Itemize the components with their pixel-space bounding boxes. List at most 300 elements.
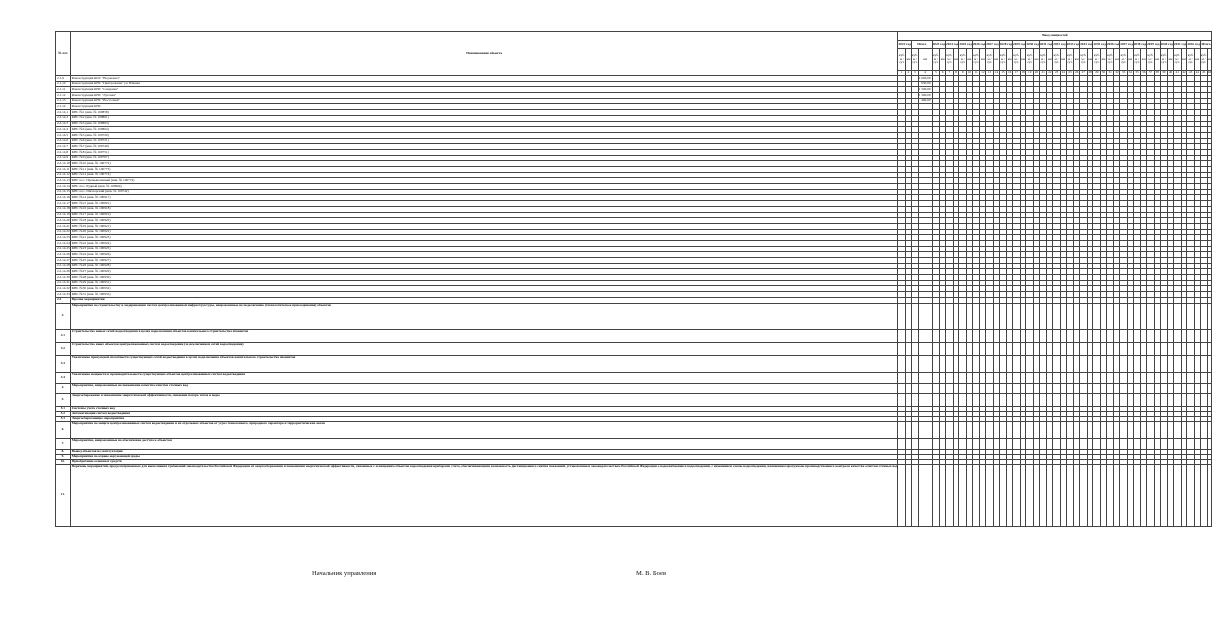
table-cell	[1207, 329, 1212, 342]
table-cell	[918, 393, 932, 406]
table-cell	[1053, 438, 1061, 449]
row-name: КНС №26 (инв. № 100928)	[70, 263, 898, 269]
table-cell	[911, 393, 918, 406]
row-number: 2.2.14.33	[57, 291, 70, 296]
row-number: 2.2.14.30	[57, 274, 70, 279]
header-index: 14	[994, 70, 998, 75]
table-cell	[1173, 329, 1181, 342]
table-cell	[1133, 355, 1141, 372]
table-cell	[1093, 464, 1101, 526]
row-name: Реконструкция КНС "Центральная" ул. Южная	[70, 81, 898, 87]
table-cell	[999, 303, 1007, 329]
table-cell	[1200, 464, 1207, 526]
row-name: КНС пос. Рудный (инв. № 100964)	[70, 184, 898, 190]
table-cell	[946, 438, 954, 449]
table-cell	[1160, 303, 1168, 329]
row-number: 6.	[56, 421, 71, 438]
header-index: 6	[940, 71, 946, 76]
table-cell	[1080, 303, 1088, 329]
table-row	[56, 303, 1212, 329]
table-row	[56, 329, 1212, 342]
row-name: КНС №20 (инв. № 100922)	[70, 229, 898, 235]
table-row	[56, 421, 1212, 438]
header-unit: куб. м / сут.	[999, 49, 1007, 71]
row-value: 400,00	[918, 98, 932, 104]
row-number: 2.1.9	[56, 76, 71, 82]
row-value: 1 500,00	[918, 87, 931, 92]
table-cell	[1160, 421, 1168, 438]
row-name: Энергосбережение и повышение энергетической эффективности, снижение потерь тепла и воды	[70, 393, 898, 406]
row-number: 2.2.14.32	[57, 286, 70, 291]
table-cell	[932, 383, 940, 393]
table-row	[56, 464, 1212, 526]
header-name: Наименование объекта	[70, 32, 898, 76]
table-cell	[999, 393, 1007, 406]
header-index: 46	[1207, 70, 1212, 75]
row-name: Мероприятия, направленные на повышение качества очистки сточных вод	[70, 383, 898, 393]
table-cell	[1187, 383, 1195, 393]
table-cell	[1160, 329, 1168, 342]
row-number: 2.2.14.19	[57, 212, 70, 217]
table-cell	[1066, 438, 1074, 449]
table-cell	[898, 355, 906, 372]
row-number: 2.2.14.24	[57, 240, 70, 245]
table-cell	[999, 383, 1007, 393]
row-number: 2.2.14.10	[57, 160, 70, 165]
header-year: 2041 год	[1173, 41, 1186, 49]
table-cell	[1026, 342, 1034, 355]
table-cell	[1200, 421, 1207, 438]
table-row	[56, 372, 1212, 383]
table-cell	[1133, 464, 1141, 526]
row-name: КНС №27 (инв. № 100929)	[70, 269, 898, 275]
header-unit: км	[1114, 49, 1120, 71]
table-cell	[1080, 329, 1088, 342]
row-name: КНС №22 (инв. № 100924)	[70, 240, 898, 246]
table-cell	[1120, 421, 1128, 438]
table-cell	[1106, 393, 1114, 406]
table-cell	[1187, 464, 1195, 526]
table-cell	[1053, 372, 1061, 383]
table-cell	[898, 342, 906, 355]
table-cell	[1039, 438, 1047, 449]
table-row	[56, 383, 1212, 393]
table-cell	[946, 303, 954, 329]
table-cell	[1013, 464, 1021, 526]
table-cell	[959, 464, 967, 526]
header-unit: куб. м / сут.	[959, 49, 967, 71]
header-year: 2040 год	[1160, 41, 1173, 49]
table-cell	[1039, 355, 1047, 372]
table-cell	[959, 438, 967, 449]
row-number: 2.2.14.18	[57, 206, 70, 211]
table-cell	[1053, 303, 1061, 329]
table-cell	[1173, 464, 1181, 526]
header-year: 2025 год	[959, 41, 972, 49]
table-cell	[1147, 303, 1155, 329]
header-index: 24	[1061, 70, 1065, 75]
header-year: 2038 год	[1133, 41, 1146, 49]
header-index: 7	[946, 71, 954, 76]
row-number: 8.	[56, 449, 71, 454]
table-cell	[1066, 421, 1074, 438]
header-index: 13	[986, 71, 994, 76]
table-cell	[959, 342, 967, 355]
table-cell	[1093, 393, 1101, 406]
row-name: КНС №4 (инв. № 100864)	[70, 127, 898, 133]
table-cell	[999, 372, 1007, 383]
row-name: КНС №10 (инв. № 100772)	[70, 161, 898, 167]
row-name: Реконструкция КНС "Северная"	[70, 87, 898, 93]
header-index: 15	[999, 71, 1007, 76]
row-name: КНС №3 (инв. № 100863)	[70, 121, 898, 127]
header-unit: куб. м / сут.	[1173, 49, 1181, 71]
row-name: КНС №19 (инв. № 100921)	[70, 223, 898, 229]
table-cell	[972, 393, 980, 406]
table-cell	[1093, 329, 1101, 342]
row-name: КНС №8 (инв. № 100751)	[70, 149, 898, 155]
row-name: КНС №14 (инв. № 100917)	[70, 195, 898, 201]
table-cell	[1106, 383, 1114, 393]
table-cell	[1160, 464, 1168, 526]
table-cell	[1187, 438, 1195, 449]
header-unit: куб. м / сут.	[946, 49, 954, 71]
table-cell	[1093, 355, 1101, 372]
row-name: КНС №6 (инв. № 100721)	[70, 138, 898, 144]
table-cell	[999, 329, 1007, 342]
header-unit: км	[1087, 49, 1093, 71]
header-index: 36	[1142, 70, 1146, 75]
table-cell	[932, 421, 940, 438]
row-name: Мероприятия по охране окружающей среды	[70, 454, 898, 459]
table-cell	[1013, 393, 1021, 406]
table-cell	[999, 342, 1007, 355]
table-cell	[1173, 438, 1181, 449]
table-cell	[1147, 438, 1155, 449]
row-number: 10.	[56, 459, 71, 464]
table-cell	[1026, 383, 1034, 393]
table-cell	[1120, 355, 1128, 372]
table-cell	[1147, 383, 1155, 393]
row-name: КНС №7 (инв. № 100749)	[70, 144, 898, 150]
row-number: 2.2.14.2	[56, 115, 71, 121]
table-cell	[1093, 438, 1101, 449]
table-cell	[972, 438, 980, 449]
table-cell	[1133, 421, 1141, 438]
table-cell	[1026, 303, 1034, 329]
table-cell	[1093, 421, 1101, 438]
header-year: 2027 год	[986, 41, 999, 49]
row-name: КНС пос. Шахтерский (инв. № 100742)	[70, 189, 898, 195]
row-name: КНС №1 (инв. № 100858)	[70, 110, 898, 116]
row-name: Реконструкция КНС "Восточная"	[70, 98, 898, 104]
row-number: 3.1	[56, 329, 71, 342]
table-cell	[1200, 383, 1207, 393]
table-cell	[972, 372, 980, 383]
table-row	[56, 393, 1212, 406]
header-year: Итого	[911, 41, 932, 49]
header-unit: куб. м / сут.	[1013, 49, 1021, 71]
table-cell	[999, 421, 1007, 438]
header-index: 41	[1173, 71, 1181, 76]
table-cell	[1200, 355, 1207, 372]
row-name: Реконструкция КНС "Луговая"	[70, 93, 898, 99]
row-number: 2.2.14.4	[56, 127, 71, 133]
row-name: КНС №25 (инв. № 100927)	[70, 258, 898, 264]
table-cell	[1039, 372, 1047, 383]
table-cell	[1039, 464, 1047, 526]
table-cell	[1093, 303, 1101, 329]
header-index: 18	[1021, 70, 1025, 75]
table-cell	[1106, 372, 1114, 383]
row-number: 5.2	[56, 411, 71, 416]
header-unit: куб. м / сут.	[1133, 49, 1141, 71]
table-cell	[1173, 383, 1181, 393]
table-cell	[1066, 329, 1074, 342]
header-index: 23	[1053, 71, 1061, 76]
row-name: Мероприятия по защите централизованных систем водоотведения и их отдельных объектов от угроз техногенного, природного характера и террористических актов	[70, 421, 898, 438]
table-cell	[1093, 372, 1101, 383]
row-number: 2.2.14.22	[57, 229, 70, 234]
header-index: 22	[1048, 70, 1052, 75]
table-cell	[1120, 303, 1128, 329]
header-unit: км	[980, 49, 986, 71]
table-cell	[898, 303, 906, 329]
header-index: 2	[906, 71, 912, 76]
table-cell	[1026, 438, 1034, 449]
table-cell	[999, 438, 1007, 449]
table-cell	[1160, 383, 1168, 393]
table-cell	[932, 464, 940, 526]
row-number: 2.2.14.17	[57, 200, 70, 205]
table-cell	[1013, 421, 1021, 438]
table-cell	[959, 372, 967, 383]
table-cell	[972, 303, 980, 329]
table-cell	[918, 355, 932, 372]
header-unit: км	[1127, 49, 1133, 71]
header-index: 31	[1106, 71, 1114, 76]
table-cell	[1066, 383, 1074, 393]
table-cell	[972, 342, 980, 355]
header-index: 3	[911, 71, 918, 76]
header-index: 42	[1182, 70, 1186, 75]
table-cell	[1013, 342, 1021, 355]
header-index: 40	[1168, 70, 1173, 75]
table-cell	[986, 421, 994, 438]
header-unit: куб. м / сут.	[1093, 49, 1101, 71]
row-name: Строительство иных объектов централизованных систем водоотведения (за исключением сетей водоотведения)	[70, 342, 898, 355]
table-cell	[911, 303, 918, 329]
row-number: 2.1.13	[56, 98, 71, 104]
header-year: Итого	[1200, 41, 1212, 49]
table-cell	[1013, 383, 1021, 393]
header-index: 12	[981, 70, 985, 75]
row-number: 2.2.14.3	[56, 121, 71, 127]
table-cell	[1133, 438, 1141, 449]
header-unit: км	[940, 49, 946, 71]
table-cell	[1066, 303, 1074, 329]
table-cell	[911, 383, 918, 393]
table-cell	[1066, 355, 1074, 372]
table-cell	[1080, 342, 1088, 355]
header-unit: км	[1154, 49, 1160, 71]
table-cell	[1066, 342, 1074, 355]
header-index: 32	[1115, 70, 1119, 75]
header-no: № п/п	[56, 32, 71, 76]
header-index: 19	[1026, 71, 1034, 76]
row-number: 2.2.14.12	[57, 172, 70, 177]
table-cell	[1147, 372, 1155, 383]
header-index: 45	[1201, 70, 1206, 75]
header-index: 44	[1195, 70, 1200, 75]
row-number: 2.2.14.23	[57, 234, 70, 239]
table-cell	[1160, 355, 1168, 372]
table-cell	[1080, 393, 1088, 406]
table-cell	[1013, 372, 1021, 383]
table-cell	[1133, 303, 1141, 329]
table-cell	[1160, 438, 1168, 449]
table-cell	[1200, 329, 1207, 342]
signature-name: М. В. Боев	[636, 570, 667, 577]
row-number: 9.	[56, 454, 71, 459]
table-cell	[1080, 438, 1088, 449]
header-unit: км	[967, 49, 973, 71]
header-index: 8	[953, 71, 959, 76]
row-value: 950,00	[918, 81, 932, 87]
row-name: КНС №11 (инв. № 100773)	[70, 167, 898, 173]
row-name: КНС №2 (инв. № 100861)	[70, 115, 898, 121]
table-cell	[946, 383, 954, 393]
header-index: 33	[1120, 71, 1128, 76]
table-cell	[1013, 303, 1021, 329]
table-cell	[932, 329, 940, 342]
row-name: Автоматизация систем водоотведения	[70, 411, 898, 416]
table-cell	[1187, 329, 1195, 342]
table-cell	[1026, 355, 1034, 372]
header-unit: км	[1020, 49, 1026, 71]
table-cell	[1147, 342, 1155, 355]
row-number: 2.2.14.5	[56, 132, 71, 138]
row-name: КНС №31 (инв. № 100933)	[70, 292, 898, 298]
table-cell	[898, 383, 906, 393]
row-number: 2.2.14.15	[57, 189, 70, 194]
table-cell	[1039, 421, 1047, 438]
row-number: 2.2.14.28	[57, 263, 70, 268]
table-cell	[959, 303, 967, 329]
header-index: 43	[1187, 71, 1195, 76]
table-cell	[918, 372, 932, 383]
row-name: Строительство новых сетей водоотведения в целях подключения объектов капитального строительства абонентов	[70, 329, 898, 342]
header-index: 26	[1074, 70, 1079, 75]
table-cell	[1133, 383, 1141, 393]
table-cell	[1093, 383, 1101, 393]
table-cell	[986, 438, 994, 449]
header-unit: куб. м / сут.	[1066, 49, 1074, 71]
table-cell	[1026, 329, 1034, 342]
table-cell	[1120, 393, 1128, 406]
table-cell	[898, 329, 906, 342]
table-cell	[1080, 421, 1088, 438]
header-unit: км	[1141, 49, 1147, 71]
row-name: КНС №29 (инв. № 100931)	[70, 280, 898, 286]
header-index: 1	[898, 71, 906, 76]
header-year: 2042 год	[1187, 41, 1200, 49]
header-unit: км	[1034, 49, 1040, 71]
table-cell	[986, 329, 994, 342]
row-number: 2.2.14.25	[57, 246, 70, 251]
table-cell	[911, 355, 918, 372]
header-unit: куб. м / сут.	[1026, 49, 1034, 71]
table-cell	[1106, 355, 1114, 372]
header-unit: куб. м / сут.	[1187, 49, 1195, 71]
row-number: 5.	[56, 393, 71, 406]
investment-table	[55, 31, 1212, 527]
table-cell	[959, 355, 967, 372]
row-number: 2.2.14.26	[57, 251, 70, 256]
header-year: 2033 год	[1066, 41, 1079, 49]
row-number: 2.2.14.29	[57, 269, 70, 274]
row-name: Увеличение мощности и производительности существующих объектов централизованных систем водоотведения	[70, 372, 898, 383]
table-cell	[1200, 372, 1207, 383]
table-cell	[918, 464, 932, 526]
table-cell	[1013, 438, 1021, 449]
table-cell	[911, 372, 918, 383]
row-number: 3.4	[56, 372, 71, 383]
table-cell	[932, 438, 940, 449]
header-year: 2036 год	[1106, 41, 1119, 49]
table-cell	[911, 342, 918, 355]
header-index: 28	[1088, 70, 1092, 75]
table-cell	[946, 342, 954, 355]
header-year: 2031 год	[1039, 41, 1052, 49]
table-cell	[1066, 464, 1074, 526]
table-cell	[911, 464, 918, 526]
table-cell	[972, 329, 980, 342]
table-cell	[1053, 329, 1061, 342]
row-value: 1 000,00	[918, 75, 931, 80]
table-cell	[1053, 393, 1061, 406]
row-name: КНС №30 (инв. № 100932)	[70, 286, 898, 292]
table-cell	[1160, 372, 1168, 383]
row-name: Вывод объектов из эксплуатации	[70, 449, 898, 454]
table-cell	[918, 438, 932, 449]
table-cell	[1187, 303, 1195, 329]
table-cell	[1106, 303, 1114, 329]
header-unit: куб. м / сут.	[1080, 49, 1088, 71]
header-index: 16	[1007, 70, 1012, 75]
table-cell	[1039, 303, 1047, 329]
header-year: 2030 год	[1026, 41, 1039, 49]
table-cell	[1080, 383, 1088, 393]
row-number: 2.2.14.27	[57, 257, 70, 262]
row-number: 2.1.11	[56, 87, 71, 93]
table-cell	[946, 393, 954, 406]
header-index: 35	[1133, 71, 1141, 76]
table-cell	[898, 438, 906, 449]
row-number: 2.2.14.8	[56, 149, 71, 155]
table-cell	[999, 355, 1007, 372]
header-index: 37	[1147, 71, 1155, 76]
header-unit: куб. м / сут.	[972, 49, 980, 71]
table-cell	[1053, 355, 1061, 372]
row-number: 2.2.14.21	[57, 223, 70, 228]
signature-position: Начальник управления	[312, 570, 377, 577]
row-name: Реконструкция КОС "Водоканал"	[70, 76, 898, 82]
table-cell	[911, 421, 918, 438]
table-cell	[918, 329, 932, 342]
header-year: 2029 год	[1013, 41, 1026, 49]
table-cell	[1147, 393, 1155, 406]
